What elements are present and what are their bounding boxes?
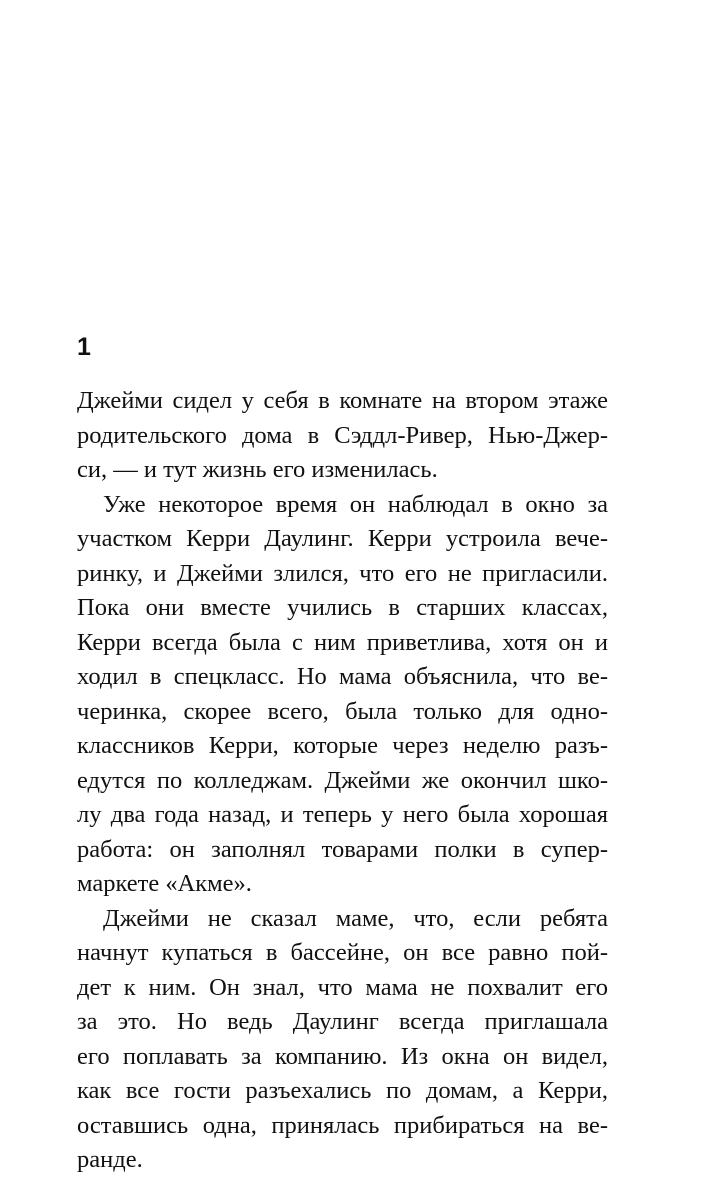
- text-line: Уже некоторое время он наблюдал в окно за: [103, 490, 608, 518]
- paragraph-3: [77, 902, 608, 1178]
- text-line: родительского дома в Сэддл-Ривер, Нью-Джер-: [77, 421, 608, 449]
- text-line: за это. Но ведь Даулинг всегда приглашала: [77, 1008, 608, 1035]
- text-line: оставшись одна, принялась прибираться на ве-: [77, 1111, 608, 1139]
- text-line: Джейми сидел у себя в комнате на втором этаже: [77, 387, 608, 414]
- text-line: маркете «Акме».: [77, 870, 252, 897]
- text-line: Керри всегда была с ним приветлива, хотя он и: [77, 628, 608, 656]
- text-line: работа: он заполнял товарами полки в супер-: [77, 835, 608, 863]
- paragraph-2: [77, 488, 608, 902]
- text-line: участком Керри Даулинг. Керри устроила вече-: [77, 525, 608, 552]
- text-line: как все гости разъехались по домам, а Керри,: [77, 1077, 608, 1104]
- text-line: едутся по колледжам. Джейми же окончил шко-: [77, 766, 608, 794]
- paragraph-1: [77, 384, 608, 488]
- text-line: Пока они вместе учились в старших классах,: [77, 594, 608, 621]
- text-line: классников Керри, которые через неделю разъ-: [77, 732, 608, 759]
- text-line: лу два года назад, и теперь у него была хорошая: [77, 801, 608, 828]
- chapter-text: [77, 384, 608, 1178]
- text-line: ходил в спецкласс. Но мама объяснила, что ве-: [77, 663, 608, 690]
- text-line: ранде.: [77, 1146, 143, 1173]
- text-line: ринку, и Джейми злился, что его не пригласили.: [77, 559, 608, 587]
- text-line: черинка, скорее всего, была только для одно-: [77, 697, 608, 725]
- text-line: начнут купаться в бассейне, он все равно пой-: [77, 939, 608, 966]
- text-line: си, — и тут жизнь его изменилась.: [77, 456, 438, 483]
- chapter-number: 1: [77, 333, 91, 361]
- text-line: дет к ним. Он знал, что мама не похвалит его: [77, 973, 608, 1001]
- text-line: Джейми не сказал маме, что, если ребята: [103, 904, 608, 932]
- text-line: его поплавать за компанию. Из окна он видел,: [77, 1042, 608, 1070]
- book-page: [77, 0, 649, 1182]
